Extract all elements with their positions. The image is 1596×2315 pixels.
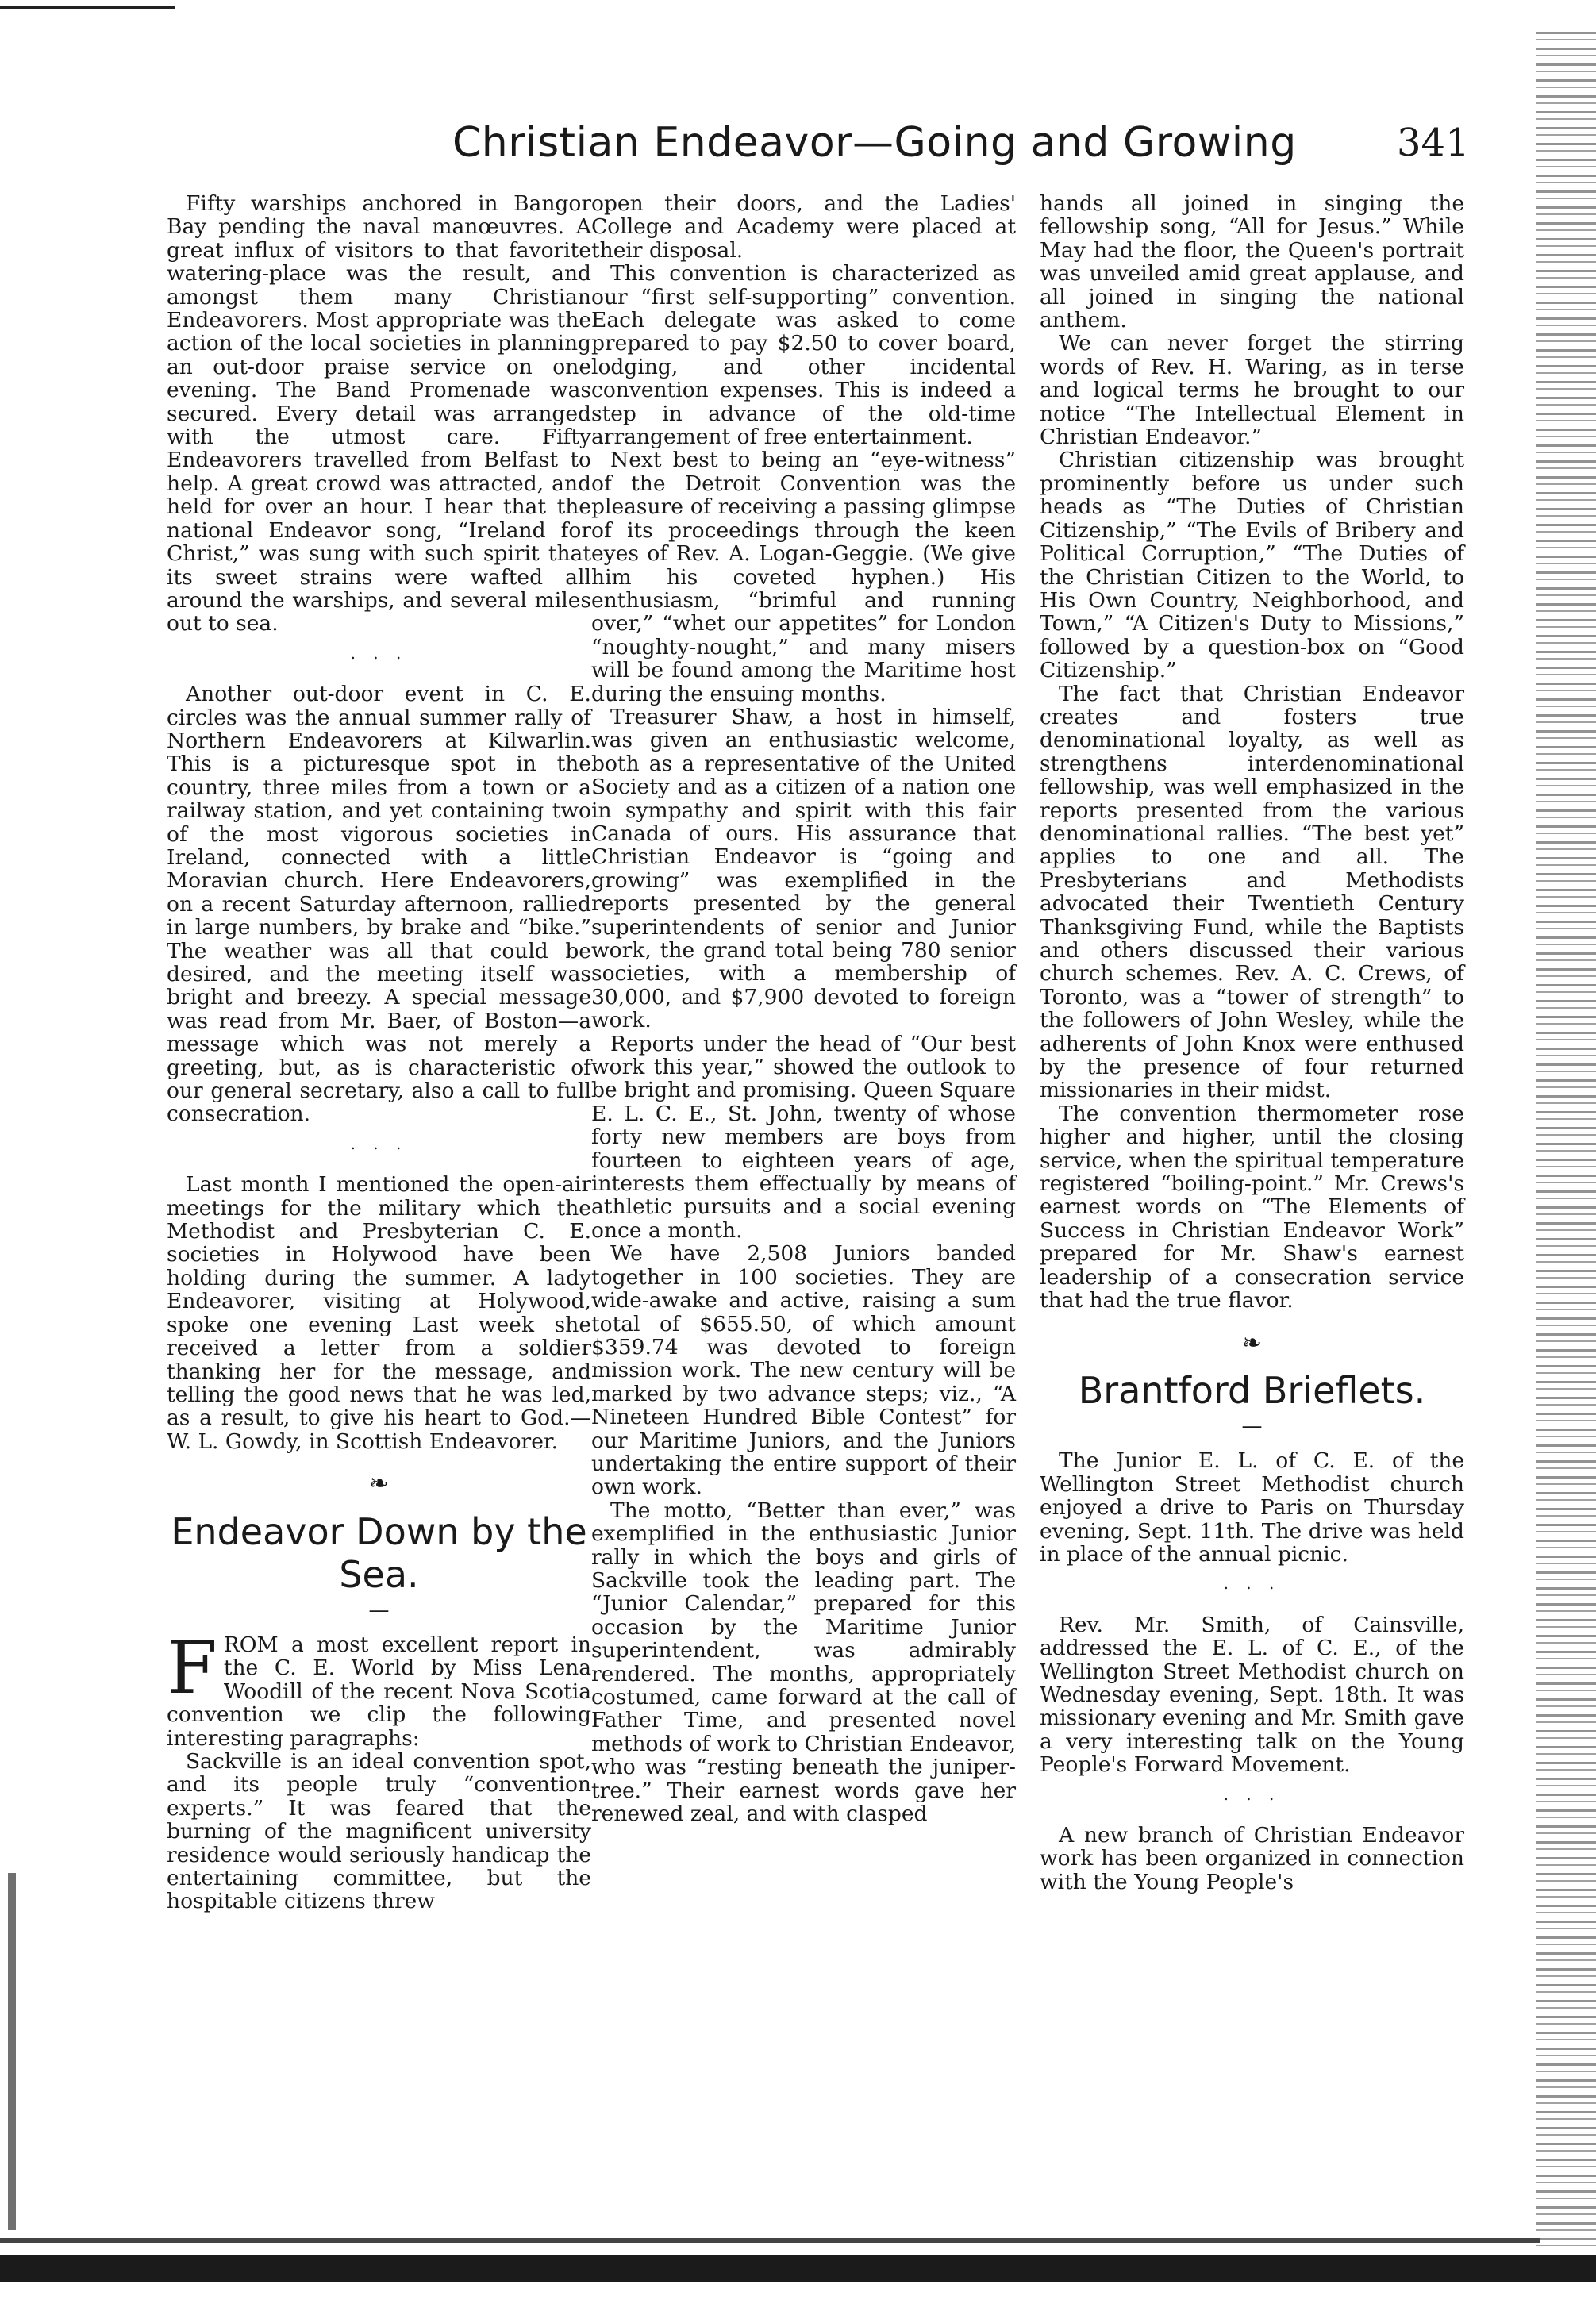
paragraph: Sackville is an ideal convention spot, and its people truly “convention experts.” It was feared that the burning of the magnificent university residence would seriously handicap the entertaining committee, but the hospitable citizens threw — [167, 1748, 591, 1914]
paragraph: open their doors, and the Ladies' College and Academy were placed at their disposal. — [591, 191, 1016, 263]
page-number: 341 — [1397, 121, 1470, 165]
paragraph: We have 2,508 Juniors banded together in 100 societies. They are wide-awake and active, raising a sum total of $655.50, of which amount $359.74 was devoted to foreign mission work. The new century will be marked by two advance steps; viz., “A Nineteen Hundred Bible Contest” for our Maritime Juniors, and the Juniors undertaking the entire support of their own work. — [591, 1241, 1016, 1500]
ornament-icon: ❧ — [1241, 1329, 1263, 1357]
bottom-rule-thin — [0, 2238, 1540, 2243]
paragraph: This convention is characterized as our “first self-supporting” convention. Each delegate was asked to come prepared to pay $2.50 to cover board, lodging, and other incidental convention expenses. This is indeed a step in advance of the old-time arrangement of free entertainment. — [591, 261, 1016, 450]
paragraph: Treasurer Shaw, a host in himself, was given an enthusiastic welcome, both as a representative of the United Society and as a citizen of a nation one in sympathy and spirit with this fair Canada of ours. His assurance that Christian Endeavor is “going and growing” was exemplified in the reports presented by the general superintendents of senior and Junior work, the grand total being 780 senior societies, with a membership of 30,000, and $7,900 devoted to foreign work. — [591, 704, 1016, 1033]
binding-edge — [8, 1873, 16, 2230]
paragraph: The Junior E. L. of C. E. of the Wellington Street Methodist church enjoyed a drive to Paris on Thursday evening, Sept. 11th. The drive was held in place of the annual picnic. — [1040, 1448, 1464, 1567]
paragraph: A new branch of Christian Endeavor work has been organized in connection with the Young People's — [1040, 1823, 1464, 1894]
paragraph: We can never forget the stirring words of Rev. H. Waring, as in terse and logical terms he brought to our notice “The Intellectual Element in Christian Endeavor.” — [1040, 331, 1464, 450]
top-edge-rule — [0, 6, 175, 9]
separator: . . . — [1223, 1574, 1281, 1594]
bottom-rule — [0, 2255, 1596, 2282]
separator: . . . — [1223, 1784, 1281, 1804]
title-dash: — — [368, 1598, 390, 1622]
paragraph: Christian citizenship was brought prominently before us under such heads as “The Duties of Christian Citizenship,” “The Evils of Bribery and Political Corruption,” “The Duties of the Christian Citizen to the World, to His Own Country, Neighborhood, and Town,” “A Citizen's Duty to Missions,” followed by a question-box on “Good Citizenship.” — [1040, 448, 1464, 683]
paragraph-text: ROM a most excellent report in the C. E. World by Miss Lena Woodill of the recent Nova Scotia convention we clip the following interesting paragraphs: — [167, 1632, 591, 1751]
ornament-icon: ❧ — [368, 1470, 390, 1498]
paragraph: Another out-door event in C. E. circles was the annual summer rally of Northern Endeavorers at Kilwarlin. This is a picturesque spot in the country, three miles from a town or a railway station, and yet containing two of the most vigorous societies in Ireland, connected with a little Moravian church. Here Endeavorers, on a recent Saturday afternoon, rallied in large numbers, by brake and “bike.” The weather was all that could be desired, and the meeting itself was bright and breezy. A special message was read from Mr. Baer, of Boston—a message which was not merely a greeting, but, as is characteristic of our general secretary, also a call to full consecration. — [167, 682, 591, 1127]
separator: . . . — [350, 1133, 408, 1153]
paragraph-with-dropcap — [167, 1625, 591, 1751]
paragraph: Next best to being an “eye-witness” of the Detroit Convention was the pleasure of receiving a passing glimpse of its proceedings through the keen eyes of Rev. A. Logan-Geggie. (We give him his coveted hyphen.) His enthusiasm, “brimful and running over,” “whet our appetites” for London “noughty-nought,” and many misers will be found among the Maritime host during the ensuing months. — [591, 448, 1016, 706]
column-3 — [1040, 192, 1464, 1894]
page-edge-scan-artifact — [1536, 32, 1596, 2246]
paragraph: The convention thermometer rose higher and higher, until the closing service, when the spiritual temperature registered “boiling-point.” Mr. Crews's earnest words on “The Elements of Success in Christian Endeavor Work” prepared for Mr. Shaw's earnest leadership of a consecration service that had the true flavor. — [1040, 1101, 1464, 1313]
column-1 — [167, 192, 591, 1913]
paragraph: Fifty warships anchored in Bangor Bay pending the naval manœuvres. A great influx of visitors to that favorite watering-place was the result, and amongst them many Christian Endeavorers. Most appropriate was the action of the local societies in planning an out-door praise service on one evening. The Band Promenade was secured. Every detail was arranged with the utmost care. Fifty Endeavorers travelled from Belfast to help. A great crowd was attracted, and held for over an hour. I hear that the national Endeavor song, “Ireland for Christ,” was sung with such spirit that its sweet strains were wafted all around the warships, and several miles out to sea. — [167, 191, 591, 636]
section-title: Endeavor Down by the Sea. — [171, 1509, 587, 1596]
paragraph: Rev. Mr. Smith, of Cainsville, addressed the E. L. of C. E., of the Wellington Street Methodist church on Wednesday evening, Sept. 18th. It was missionary evening and Mr. Smith gave a very interesting talk on the Young People's Forward Movement. — [1040, 1612, 1464, 1778]
column-2 — [591, 192, 1016, 1825]
separator: . . . — [350, 643, 408, 663]
paragraph: hands all joined in singing the fellowship song, “All for Jesus.” While May had the floor, the Queen's portrait was unveiled amid great applause, and all joined in singing the national anthem. — [1040, 191, 1464, 333]
paragraph: Reports under the head of “Our best work this year,” showed the outlook to be bright and promising. Queen Square E. L. C. E., St. John, twenty of whose forty new members are boys from fourteen to eighteen years of age, interests them effectually by means of athletic pursuits and a social evening once a month. — [591, 1031, 1016, 1243]
running-title: Christian Endeavor—Going and Growing — [452, 119, 1297, 167]
section-title: Brantford Brieflets. — [1078, 1368, 1426, 1412]
paragraph: The motto, “Better than ever,” was exemplified in the enthusiastic Junior rally in which the boys and girls of Sackville took the leading part. The “Junior Calendar,” prepared for this occasion by the Maritime Junior superintendent, was admirably rendered. The months, appropriately costumed, came forward at the call of Father Time, and presented novel methods of work to Christian Endeavor, who was “resting beneath the juniper-tree.” Their earnest words gave her renewed zeal, and with clasped — [591, 1498, 1016, 1827]
paragraph: Last month I mentioned the open-air meetings for the military which the Methodist and Presbyterian C. E. societies in Holywood have been holding during the summer. A lady Endeavorer, visiting at Holywood, spoke one evening Last week she received a letter from a soldier thanking her for the message, and telling the good news that he was led, as a result, to give his heart to God.—W. L. Gowdy, in Scottish Endeavorer. — [167, 1172, 591, 1454]
paragraph: The fact that Christian Endeavor creates and fosters true denominational loyalty, as well as strengthens interdenominational fellowship, was well emphasized in the reports presented from the various denominational rallies. “The best yet” applies to one and all. The Presbyterians and Methodists advocated their Twentieth Century Thanksgiving Fund, while the Baptists and others discussed their various church schemes. Rev. A. C. Crews, of Toronto, was a “tower of strength” to the followers of John Wesley, while the adherents of John Knox were enthused by the presence of four returned missionaries in their midst. — [1040, 681, 1464, 1103]
drop-cap: F — [167, 1625, 217, 1710]
title-dash: — — [1241, 1413, 1263, 1438]
